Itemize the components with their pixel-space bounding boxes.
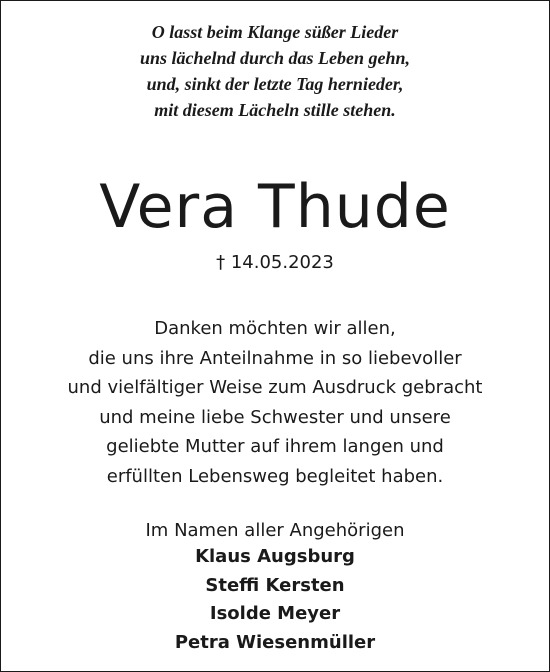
thanks-line: und vielfältiger Weise zum Ausdruck gebracht	[67, 377, 483, 398]
poem-line: uns lächelnd durch das Leben gehn,	[139, 48, 411, 68]
thanks-line: geliebte Mutter auf ihrem langen und	[106, 436, 444, 457]
signer-name: Isolde Meyer	[209, 603, 341, 624]
thanks-text	[1, 314, 549, 491]
signer-name: Steffi Kersten	[205, 574, 345, 596]
poem	[1, 19, 549, 123]
death-date: † 14.05.2023	[216, 252, 334, 273]
poem-line: und, sinkt der letzte Tag hernieder,	[146, 74, 404, 94]
signers-list	[1, 543, 549, 657]
thanks-line: Danken möchten wir allen,	[154, 318, 396, 339]
thanks-line: erfüllten Lebensweg begleitet haben.	[106, 465, 444, 487]
thanks-line: die uns ihre Anteilnahme in so liebevoller	[88, 347, 462, 369]
signer-name: Klaus Augsburg	[195, 546, 355, 567]
signer-name: Petra Wiesenmüller	[174, 631, 376, 653]
signers-intro: Im Namen aller Angehörigen	[145, 520, 405, 541]
poem-line: mit diesem Lächeln stille stehen.	[154, 100, 396, 120]
deceased-name: Vera Thude	[99, 172, 451, 242]
thanks-line: und meine liebe Schwester und unsere	[99, 406, 451, 428]
poem-line: O lasst beim Klange süßer Lieder	[151, 22, 399, 42]
